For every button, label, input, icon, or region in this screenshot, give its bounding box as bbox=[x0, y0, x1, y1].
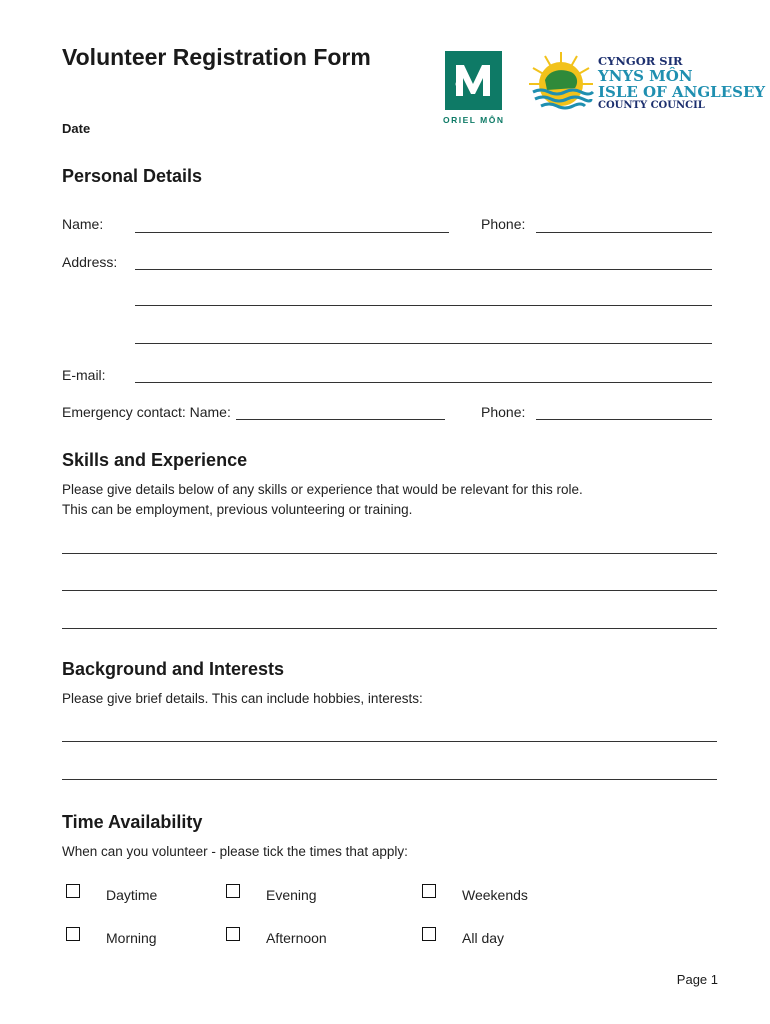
skills-field-line-1[interactable] bbox=[62, 553, 717, 554]
anglesey-emblem-icon bbox=[527, 50, 595, 118]
council-line-3: ISLE OF ANGLESEY bbox=[598, 83, 766, 101]
morning-checkbox[interactable] bbox=[66, 927, 80, 941]
council-line-2: YNYS MÔN bbox=[598, 67, 693, 85]
skills-intro-line-2: This can be employment, previous volunteering or training. bbox=[62, 502, 413, 517]
all-day-checkbox[interactable] bbox=[422, 927, 436, 941]
evening-label: Evening bbox=[266, 887, 317, 903]
emergency-phone-label: Phone: bbox=[481, 404, 526, 420]
address-field-line-1[interactable] bbox=[135, 269, 712, 270]
oriel-monogram-icon bbox=[445, 51, 502, 110]
skills-field-line-3[interactable] bbox=[62, 628, 717, 629]
all-day-label: All day bbox=[462, 930, 505, 946]
availability-heading: Time Availability bbox=[62, 812, 203, 832]
name-label: Name: bbox=[62, 216, 104, 232]
background-intro: Please give brief details. This can include hobbies, interests: bbox=[62, 691, 423, 706]
afternoon-checkbox[interactable] bbox=[226, 927, 240, 941]
personal-details-heading: Personal Details bbox=[62, 166, 203, 186]
address-field-line-2[interactable] bbox=[135, 305, 712, 306]
council-line-4: COUNTY COUNCIL bbox=[598, 100, 705, 111]
page-title: Volunteer Registration Form bbox=[62, 44, 371, 70]
morning-label: Morning bbox=[106, 930, 157, 946]
oriel-mon-logo bbox=[445, 51, 502, 110]
oriel-mon-wordmark: ORIEL MÔN bbox=[443, 115, 505, 125]
afternoon-label: Afternoon bbox=[266, 930, 327, 946]
evening-checkbox[interactable] bbox=[226, 884, 240, 898]
emergency-contact-label: Emergency contact: Name: bbox=[62, 404, 231, 420]
background-heading: Background and Interests bbox=[62, 659, 285, 679]
page-number: Page 1 bbox=[676, 972, 718, 987]
address-field-line-3[interactable] bbox=[135, 343, 712, 344]
weekends-checkbox[interactable] bbox=[422, 884, 436, 898]
skills-intro-line-1: Please give details below of any skills or experience that would be relevant for this role. bbox=[62, 482, 583, 497]
phone-field[interactable] bbox=[536, 232, 712, 233]
availability-intro: When can you volunteer - please tick the times that apply: bbox=[62, 844, 408, 859]
email-label: E-mail: bbox=[62, 367, 106, 383]
daytime-checkbox[interactable] bbox=[66, 884, 80, 898]
weekends-label: Weekends bbox=[462, 887, 528, 903]
email-field[interactable] bbox=[135, 382, 712, 383]
date-label: Date bbox=[62, 121, 91, 136]
name-field[interactable] bbox=[135, 232, 449, 233]
council-line-1: CYNGOR SIR bbox=[598, 54, 683, 68]
emergency-name-field[interactable] bbox=[236, 419, 445, 420]
background-field-line-2[interactable] bbox=[62, 779, 717, 780]
background-field-line-1[interactable] bbox=[62, 741, 717, 742]
address-label: Address: bbox=[62, 254, 118, 270]
daytime-label: Daytime bbox=[106, 887, 158, 903]
phone-label: Phone: bbox=[481, 216, 526, 232]
skills-heading: Skills and Experience bbox=[62, 450, 248, 470]
skills-field-line-2[interactable] bbox=[62, 590, 717, 591]
emergency-phone-field[interactable] bbox=[536, 419, 712, 420]
